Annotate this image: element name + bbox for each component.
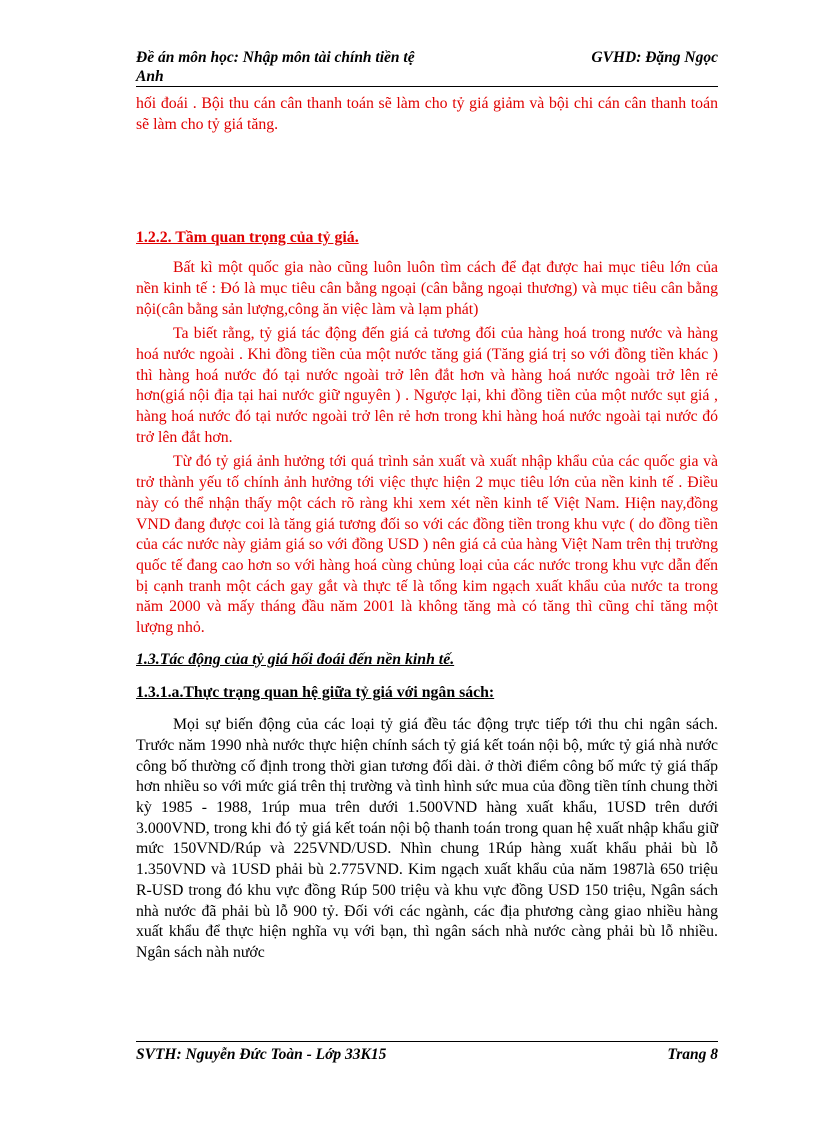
paragraph-1-2-2-2: Ta biết rằng, tỷ giá tác động đến giá cả tương đối của hàng hoá trong nước và hàng hoá nước ngoài . Khi đồng tiền của một nước tăng giá (Tăng giá trị so với đồng tiền khác ) thì hàng hoá nước đó tại nước ngoài trở lên đắt hơn và hàng hoá nước ngoài trở lên rẻ hơn(giá nội địa tại hai nước giữ nguyên ) . Ngược lại, khi đồng tiền của một nước sụt giá , hàng hoá nước đó tại nước ngoài trở lên rẻ hơn trong khi hàng hoá nước ngoài tại nước đó trở lên đắt hơn. [136, 325, 718, 446]
header-instructor-continued: Anh [136, 68, 164, 85]
header-instructor: GVHD: Đặng Ngọc [591, 49, 718, 66]
section-heading-1-3: 1.3.Tác động của tỷ giá hối đoái đến nền kinh tế. [136, 650, 455, 668]
page-footer [136, 1045, 718, 1064]
page-body [136, 94, 718, 964]
header-divider [136, 86, 718, 87]
section-heading-1-3-1-a: 1.3.1.a.Thực trạng quan hệ giữa tỷ giá với ngân sách: [136, 684, 495, 702]
header-course-title: Đề án môn học: Nhập môn tài chính tiền tệ [136, 49, 415, 66]
footer-divider [136, 1041, 718, 1042]
paragraph-1-2-2-3: Từ đó tỷ giá ảnh hưởng tới quá trình sản xuất và xuất nhập khẩu của các quốc gia và trở thành yếu tố chính ảnh hưởng tới việc thực hiện 2 mục tiêu lớn của nền kinh tế . Điều này có thể nhận thấy một cách rõ ràng khi xem xét nền kinh tế Việt Nam. Hiện nay,đồng VND đang được coi là tăng giá tương đối so với các đồng tiền trong khu vực ( do đồng tiền của các nước này giảm giá so với đồng USD ) nên giá cả của hàng Việt Nam trên thị trường quốc tế đang cao hơn so với hàng hoá cùng chủng loại của các nước trong khu vực dẫn đến bị cạnh tranh một cách gay gắt và thực tế là tổng kim ngạch xuất khẩu của nước ta trong năm 2000 và mấy tháng đầu năm 2001 là không tăng mà có tăng thì cũng chỉ tăng một lượng nhỏ. [136, 453, 718, 637]
paragraph-intro: hối đoái . Bội thu cán cân thanh toán sẽ làm cho tỷ giá giảm và bội chi cán cân thanh toán sẽ làm cho tỷ giá tăng. [136, 95, 718, 133]
footer-student: SVTH: Nguyễn Đức Toàn - Lớp 33K15 [136, 1046, 387, 1063]
blank-space [136, 135, 718, 228]
paragraph-1-2-2-1: Bất kì một quốc gia nào cũng luôn luôn tìm cách để đạt được hai mục tiêu lớn của nền kinh tế : Đó là mục tiêu cân bằng ngoại (cân bằng ngoại thương) và mục tiêu cân bằng nội(cân bằng sản lượng,công ăn việc làm và lạm phát) [136, 259, 718, 318]
page-header [136, 48, 718, 86]
footer-page-number: Trang 8 [667, 1046, 718, 1063]
paragraph-1-3-1-a: Mọi sự biến động của các loại tỷ giá đều tác động trực tiếp tới thu chi ngân sách. Trước năm 1990 nhà nước thực hiện chính sách tỷ giá kết toán nội bộ, mức tỷ giá nhà nước công bố thường cố định trong thời gian tương đối dài. ở thời điểm công bố mức tỷ giá thấp hơn nhiều so với mức giá trên thị trường và tình hình sức mua của đồng tiền tính chung thời kỳ 1985 - 1988, 1rúp mua trên dưới 1.500VND hàng xuất khẩu, 1USD trên dưới 3.000VND, trong khi đó tỷ giá kết toán nội bộ thanh toán trong quan hệ xuất nhập khẩu giữ mức 150VND/Rúp và 225VND/USD. Nhìn chung 1Rúp hàng xuất khẩu phải bù lỗ 1.350VND và 1USD phải bù 2.775VND. Kim ngạch xuất khẩu của năm 1987là 650 triệu R-USD trong đó khu vực đồng Rúp 500 triệu và khu vực đồng USD 150 triệu, Ngân sách nhà nước đã phải bù lỗ 900 tỷ. Đối với các ngành, các địa phương càng giao nhiều hàng xuất khẩu để thực hiện nghĩa vụ với bạn, thì ngân sách nhà nước càng phải bù lỗ nhiều. Ngân sách nàh nước [136, 716, 718, 961]
section-heading-1-2-2: 1.2.2. Tầm quan trọng của tỷ giá. [136, 229, 359, 247]
